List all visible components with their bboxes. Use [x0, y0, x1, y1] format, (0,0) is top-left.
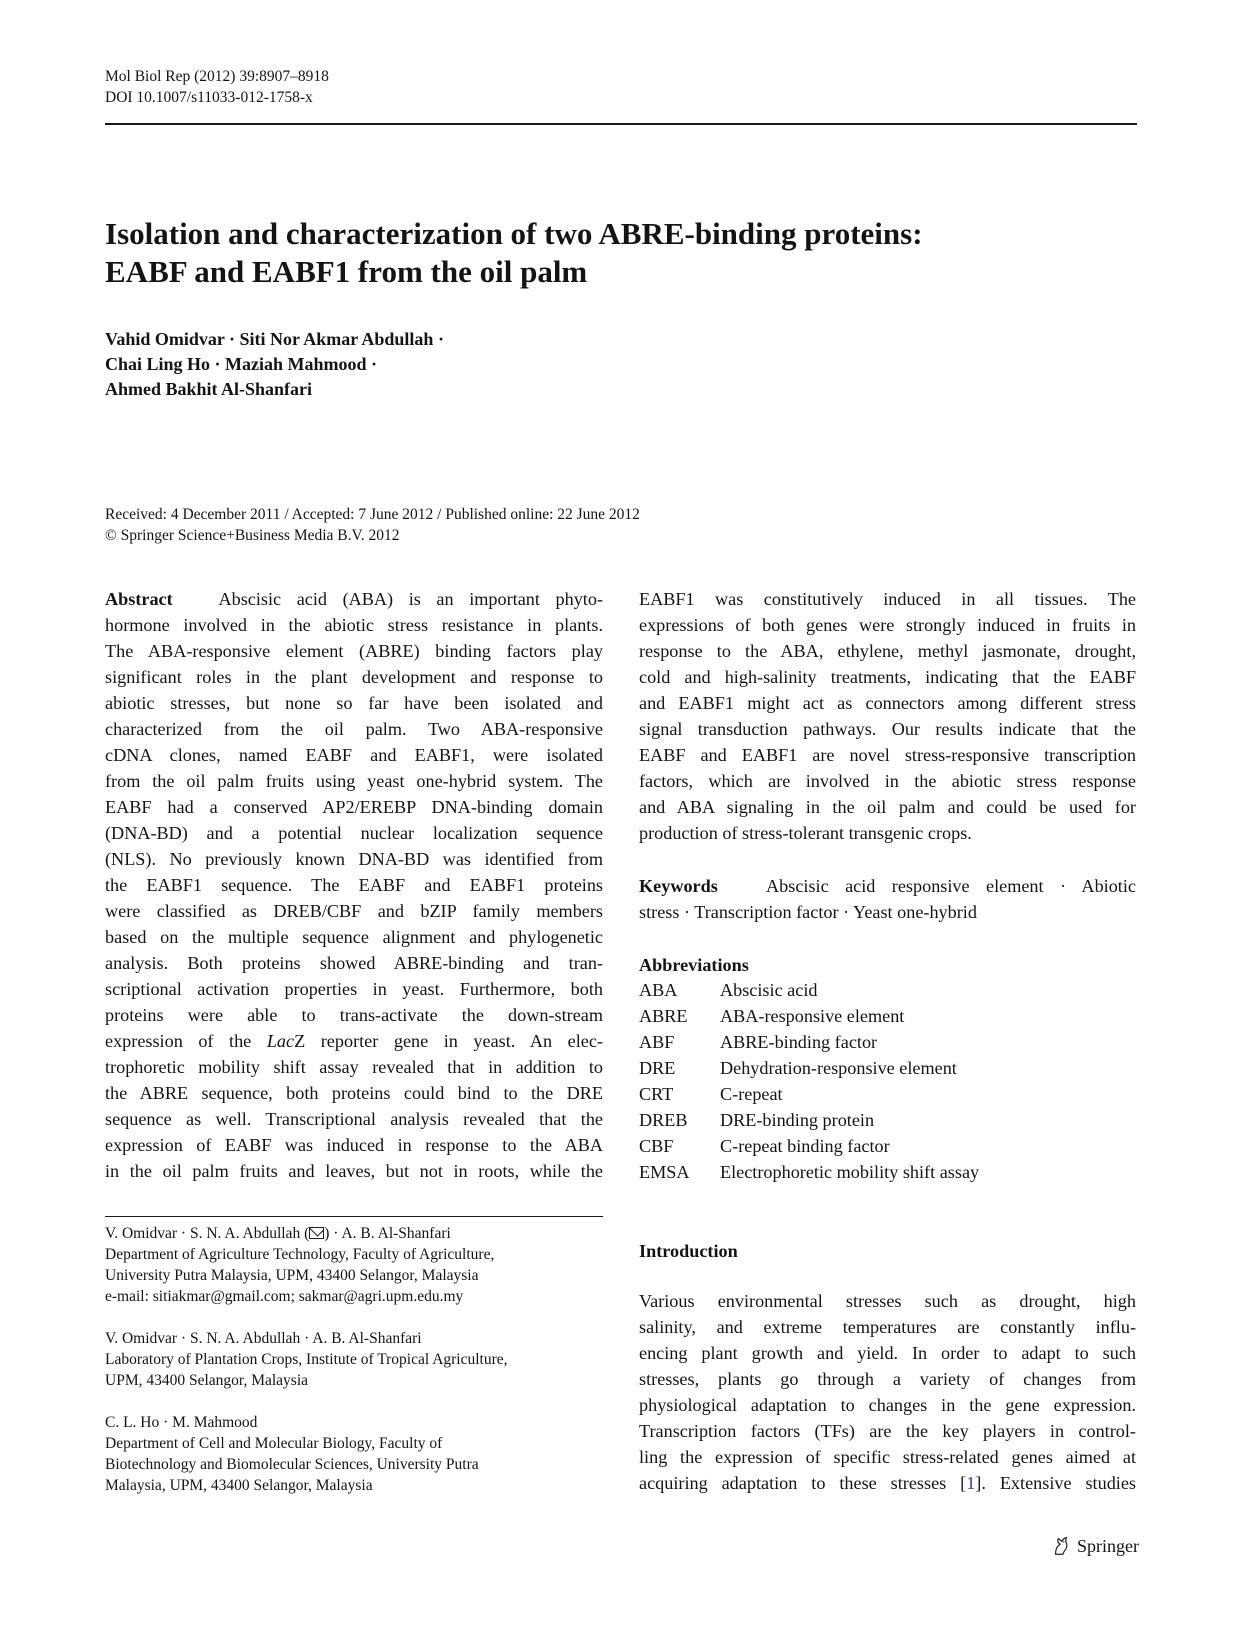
abstract-line: expressions of both genes were strongly induced in fruits in [639, 615, 1136, 635]
abstract-line: the EABF1 sequence. The EABF and EABF1 proteins [105, 875, 603, 895]
abstract-line: scriptional activation properties in yeast. Furthermore, both [105, 979, 603, 999]
abstract-first-line: Abstract Abscisic acid (ABA) is an important phyto- [105, 589, 603, 609]
abstract-line: EABF1 was constitutively induced in all tissues. The [639, 589, 1136, 609]
abstract-line: the ABRE sequence, both proteins could bind to the DRE [105, 1083, 603, 1103]
abstract-line: analysis. Both proteins showed ABRE-binding and tran- [105, 953, 603, 973]
abstract-line: factors, which are involved in the abiotic stress response [639, 771, 1136, 791]
abstract-line-lacz: expression of the LacZ reporter gene in yeast. An elec- [105, 1031, 603, 1051]
abstract-line: and EABF1 might act as connectors among different stress [639, 693, 1136, 713]
affiliation-line: Biotechnology and Biomolecular Sciences, University Putra [105, 1456, 479, 1473]
affiliation-line: University Putra Malaysia, UPM, 43400 Selangor, Malaysia [105, 1267, 479, 1284]
abbreviation-row: CRT C-repeat [639, 1084, 783, 1104]
envelope-icon [309, 1227, 324, 1239]
affiliation-line: Malaysia, UPM, 43400 Selangor, Malaysia [105, 1477, 373, 1494]
abstract-line: based on the multiple sequence alignment and phylogenetic [105, 927, 603, 947]
affiliation-line: Department of Cell and Molecular Biology, Faculty of [105, 1435, 443, 1452]
springer-horse-icon [1050, 1535, 1072, 1557]
publication-dates [105, 504, 640, 546]
abstract-line: cDNA clones, named EABF and EABF1, were isolated [105, 745, 603, 765]
affiliation-line: Laboratory of Plantation Crops, Institute of Tropical Agriculture, [105, 1351, 508, 1368]
abstract-line: proteins were able to trans-activate the down-stream [105, 1005, 603, 1025]
gene-name: Lac [266, 1031, 295, 1051]
intro-line: ling the expression of specific stress-related genes aimed at [639, 1447, 1136, 1467]
abbreviation-row: DREB DRE-binding protein [639, 1110, 875, 1130]
abstract-right [639, 586, 1136, 846]
intro-line: salinity, and extreme temperatures are constantly influ- [639, 1317, 1136, 1337]
abstract-line: (DNA-BD) and a potential nuclear localization sequence [105, 823, 603, 843]
affiliation-line: Department of Agriculture Technology, Faculty of Agriculture, [105, 1246, 495, 1263]
affiliation-names: C. L. Ho · M. Mahmood [105, 1414, 258, 1431]
abstract-line: cold and high-salinity treatments, indicating that the EABF [639, 667, 1136, 687]
title-line: Isolation and characterization of two ABRE-binding proteins: [105, 216, 923, 251]
abstract-line: significant roles in the plant development and response to [105, 667, 603, 687]
intro-line: acquiring adaptation to these stresses [1]. Extensive studies [639, 1473, 1136, 1493]
affiliation-names: V. Omidvar · S. N. A. Abdullah · A. B. Al-Shanfari [105, 1330, 422, 1347]
journal-doi: DOI 10.1007/s11033-012-1758-x [105, 89, 313, 106]
abstract-line: were classified as DREB/CBF and bZIP family members [105, 901, 603, 921]
abstract-line: and ABA signaling in the oil palm and could be used for [639, 797, 1136, 817]
introduction-heading: Introduction [639, 1241, 738, 1261]
abbreviation-row: ABF ABRE-binding factor [639, 1032, 878, 1052]
abstract-line: in the oil palm fruits and leaves, but not in roots, while the [105, 1161, 603, 1181]
abstract-line: characterized from the oil palm. Two ABA-responsive [105, 719, 603, 739]
affiliation-block [105, 1328, 625, 1391]
abbreviation-row: ABRE ABA-responsive element [639, 1006, 905, 1026]
abstract-line: from the oil palm fruits using yeast one-hybrid system. The [105, 771, 603, 791]
affiliation-block [105, 1223, 625, 1307]
affiliation-names: V. Omidvar · S. N. A. Abdullah ( ) · A. B. Al-Shanfari [105, 1225, 451, 1242]
affiliation-email: e-mail: sitiakmar@gmail.com; sakmar@agri.upm.edu.my [105, 1288, 464, 1305]
abstract-heading: Abstract [105, 589, 173, 609]
author-line: Vahid Omidvar · Siti Nor Akmar Abdullah · [105, 329, 444, 349]
keywords [639, 873, 1136, 925]
title-line: EABF and EABF1 from the oil palm [105, 254, 588, 289]
citation-link[interactable]: 1 [966, 1473, 976, 1493]
abstract-line: trophoretic mobility shift assay revealed that in addition to [105, 1057, 603, 1077]
abbreviation-row: ABA Abscisic acid [639, 980, 818, 1000]
abstract-line: response to the ABA, ethylene, methyl jasmonate, drought, [639, 641, 1136, 661]
intro-line: Transcription factors (TFs) are the key players in control- [639, 1421, 1136, 1441]
affiliation-line: UPM, 43400 Selangor, Malaysia [105, 1372, 309, 1389]
abstract-line: sequence as well. Transcriptional analysis revealed that the [105, 1109, 603, 1129]
abstract-line: EABF and EABF1 are novel stress-responsive transcription [639, 745, 1136, 765]
author-line: Ahmed Bakhit Al-Shanfari [105, 379, 313, 399]
keywords-line: stress · Transcription factor · Yeast one-hybrid [639, 902, 977, 922]
intro-line: stresses, plants go through a variety of changes from [639, 1369, 1136, 1389]
abstract-line: EABF had a conserved AP2/EREBP DNA-binding domain [105, 797, 603, 817]
abstract-line: abiotic stresses, but none so far have been isolated and [105, 693, 603, 713]
journal-header [105, 66, 329, 108]
abbreviation-row: EMSA Electrophoretic mobility shift assay [639, 1162, 980, 1182]
abstract-line: expression of EABF was induced in response to the ABA [105, 1135, 603, 1155]
abstract-line: hormone involved in the abiotic stress resistance in plants. [105, 615, 603, 635]
abstract-line: The ABA-responsive element (ABRE) binding factors play [105, 641, 603, 661]
affiliation-block [105, 1412, 625, 1496]
abstract-line: (NLS). No previously known DNA-BD was identified from [105, 849, 603, 869]
intro-line: physiological adaptation to changes in the gene expression. [639, 1395, 1136, 1415]
publisher-name: Springer [1077, 1535, 1139, 1556]
publisher-logo [1050, 1535, 1139, 1557]
abstract-last-line: production of stress-tolerant transgenic crops. [639, 823, 972, 843]
affiliations [105, 1223, 625, 1517]
abstract-line: signal transduction pathways. Our results indicate that the [639, 719, 1136, 739]
keywords-line: Keywords Abscisic acid responsive element · Abiotic [639, 876, 1136, 896]
introduction-text [639, 1288, 1136, 1496]
abbreviations-list [639, 977, 979, 1185]
abbreviations-heading: Abbreviations [639, 955, 749, 975]
abbreviation-row: CBF C-repeat binding factor [639, 1136, 890, 1156]
author-list [105, 327, 444, 402]
author-line: Chai Ling Ho · Maziah Mahmood · [105, 354, 378, 374]
footnote-rule [105, 1216, 603, 1217]
journal-citation: Mol Biol Rep (2012) 39:8907–8918 [105, 68, 329, 85]
date-history: Received: 4 December 2011 / Accepted: 7 June 2012 / Published online: 22 June 2012 [105, 506, 640, 523]
intro-line: encing plant growth and yield. In order to adapt to such [639, 1343, 1136, 1363]
copyright-line: © Springer Science+Business Media B.V. 2012 [105, 527, 400, 544]
intro-line: Various environmental stresses such as drought, high [639, 1291, 1136, 1311]
keywords-heading: Keywords [639, 876, 718, 896]
abstract-left [105, 586, 603, 1184]
header-rule [105, 123, 1137, 125]
abbreviation-row: DRE Dehydration-responsive element [639, 1058, 957, 1078]
article-title [105, 215, 1137, 291]
